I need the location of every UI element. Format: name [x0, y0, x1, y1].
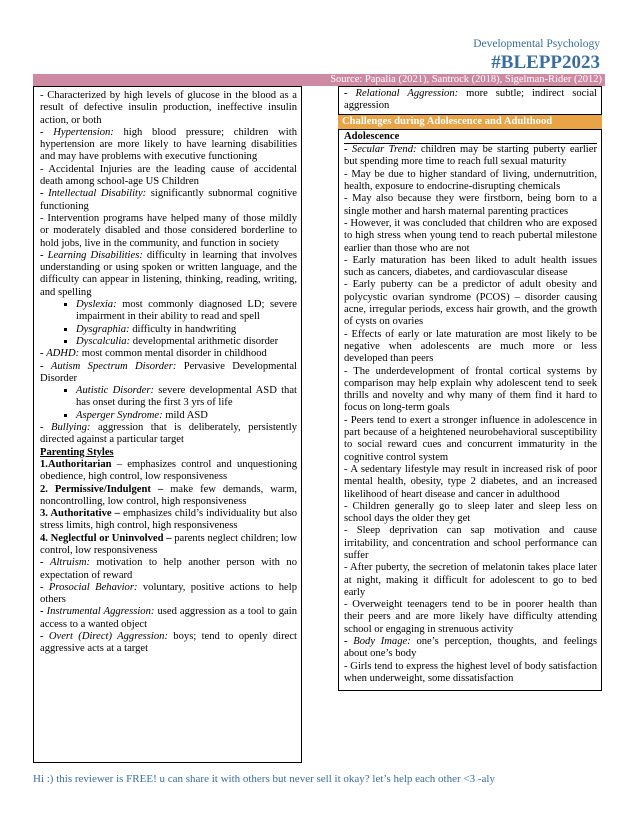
list-item: - A sedentary lifestyle may result in increased risk of poor mental health, obesity, type 2 diabetes, and an increased likelihood of heart disease and cancer in adulthood — [344, 463, 597, 500]
list-item: - Effects of early or late maturation are most likely to be negative when adolescents are much more or less developed than peers — [344, 328, 597, 365]
list-item: - After puberty, the secretion of melatonin takes place later at night, making it difficult for adolescent to go to bed early — [344, 562, 597, 598]
intervention-text: - Intervention programs have helped many of those mildly or moderately disabled and those considered borderline to hold jobs, live in the community, and function in society — [40, 212, 297, 249]
intellectual-disability-entry: - Intellectual Disability: significantly subnormal cognitive functioning — [40, 188, 297, 212]
list-item: ▪ Dyslexia: most commonly diagnosed LD; severe impairment in their ability to read and spell — [76, 299, 297, 324]
learning-disabilities-entry: - Learning Disabilities: difficulty in learning that involves understanding or using spoken or written language, and the difficulty can appear in listening, thinking, reading, writing, and spelling — [40, 249, 297, 298]
bullying-entry: - Bullying: aggression that is deliberately, persistently directed against a particular target — [40, 422, 297, 446]
authoritarian-entry: 1.Authoritarian – emphasizes control and unquestioning obedience, high control, low responsiveness — [40, 458, 297, 483]
authoritative-entry: 3. Authoritative – emphasizes child’s individuality but also stress limits, high control, high responsiveness — [40, 508, 297, 532]
asd-list — [40, 385, 297, 422]
permissive-entry: 2. Permissive/Indulgent – make few demands, warm, noncontrolling, low control, high responsiveness — [40, 483, 297, 507]
parenting-styles-heading: Parenting Styles — [40, 446, 114, 458]
list-item: - May also because they were firstborn, being born to a single mother and harsh maternal parenting practices — [344, 193, 597, 217]
left-column — [33, 86, 302, 763]
adolescence-box — [338, 129, 602, 691]
relational-aggression-box: - Relational Aggression: more subtle; indirect social aggression — [338, 86, 602, 115]
prosocial-entry: - Prosocial Behavior: voluntary, positive actions to help others — [40, 581, 297, 606]
adhd-entry: - ADHD: most common mental disorder in childhood — [40, 348, 267, 360]
ld-list — [40, 299, 297, 348]
hypertension-entry: - Hypertension: high blood pressure; children with hypertension are more likely to have learning disabilities and may have problems with executive functioning — [40, 126, 297, 163]
diabetes-text: - Characterized by high levels of glucose in the blood as a result of defective insulin production, ineffective insulin action, or both — [40, 90, 297, 126]
list-item: ▪ Dyscalculia: developmental arithmetic disorder — [76, 336, 297, 348]
accidental-injuries-text: - Accidental Injuries are the leading cause of accidental death among school-age US Children — [40, 163, 297, 188]
list-item: - Sleep deprivation can sap motivation and cause irritability, and concentration and school performance can suffer — [344, 525, 597, 561]
neglectful-entry: 4. Neglectful or Uninvolved – parents neglect children; low control, low responsiveness — [40, 532, 297, 556]
source-banner: Source: Papalia (2021), Santrock (2018), Sigelman-Rider (2012) — [33, 74, 605, 86]
footer-note: Hi :) this reviewer is FREE! u can share it with others but never sell it okay? let’s help each other <3 -aly — [33, 773, 495, 785]
section-banner: Challenges during Adolescence and Adulthood — [338, 115, 602, 129]
list-item: - The underdevelopment of frontal cortical systems by comparison may help explain why adolescent tend to seek thrills and novelty and why many of them find it hard to focus on long-term goals — [344, 365, 597, 414]
body-image-entry: - Body Image: one’s perception, thoughts, and feelings about one’s body — [344, 636, 597, 660]
list-item: - However, it was concluded that children who are exposed to high stress when young tend to reach pubertal milestone earlier than those who are not — [344, 217, 597, 254]
list-item: ▪ Dysgraphia: difficulty in handwriting — [76, 324, 297, 336]
overt-aggression-entry: - Overt (Direct) Aggression: boys; tend to openly direct aggressive acts at a target — [40, 631, 297, 655]
adolescence-title: Adolescence — [344, 131, 597, 144]
list-item: - Overweight teenagers tend to be in poorer health than their peers and are more likely have difficulty attending school or engaging in strenuous activity — [344, 599, 597, 635]
list-item: - Peers tend to exert a stronger influence in adolescence in part because of a heightened neurobehavioral susceptibility to social reward cues and concurrent immaturity in the cognitive control system — [344, 414, 597, 463]
list-item: ▪ Autistic Disorder: severe developmental ASD that has onset during the first 3 yrs of life — [76, 385, 297, 410]
list-item: - May be due to higher standard of living, undernutrition, health, exposure to endocrine-disrupting chemicals — [344, 168, 597, 193]
instrumental-aggression-entry: - Instrumental Aggression: used aggression as a tool to gain access to a wanted object — [40, 606, 297, 630]
right-column — [338, 86, 602, 763]
altruism-entry: - Altruism: motivation to help another person with no expectation of reward — [40, 557, 297, 581]
list-item: - Girls tend to express the highest level of body satisfaction when underweight, some dissatisfaction — [344, 660, 597, 684]
asd-entry: - Autism Spectrum Disorder: Pervasive Developmental Disorder — [40, 360, 297, 384]
exam-hashtag: #BLEPP2023 — [491, 52, 600, 73]
list-item: - Early maturation has been liked to adult health issues such as cancers, diabetes, and cardiovascular disease — [344, 254, 597, 279]
list-item: - Children generally go to sleep later and sleep less on school days the older they get — [344, 500, 597, 525]
secular-trend-entry: - Secular Trend: children may be starting puberty earlier but spending more time to reach full sexual maturity — [344, 144, 597, 168]
list-item: - Early puberty can be a predictor of adult obesity and polycystic ovarian syndrome (PCOS) – disorder causing acne, irregular periods, excess hair growth, and the growth of cysts on ovaries — [344, 279, 597, 328]
list-item: ▪ Asperger Syndrome: mild ASD — [76, 410, 297, 422]
subject-title: Developmental Psychology — [473, 38, 600, 50]
